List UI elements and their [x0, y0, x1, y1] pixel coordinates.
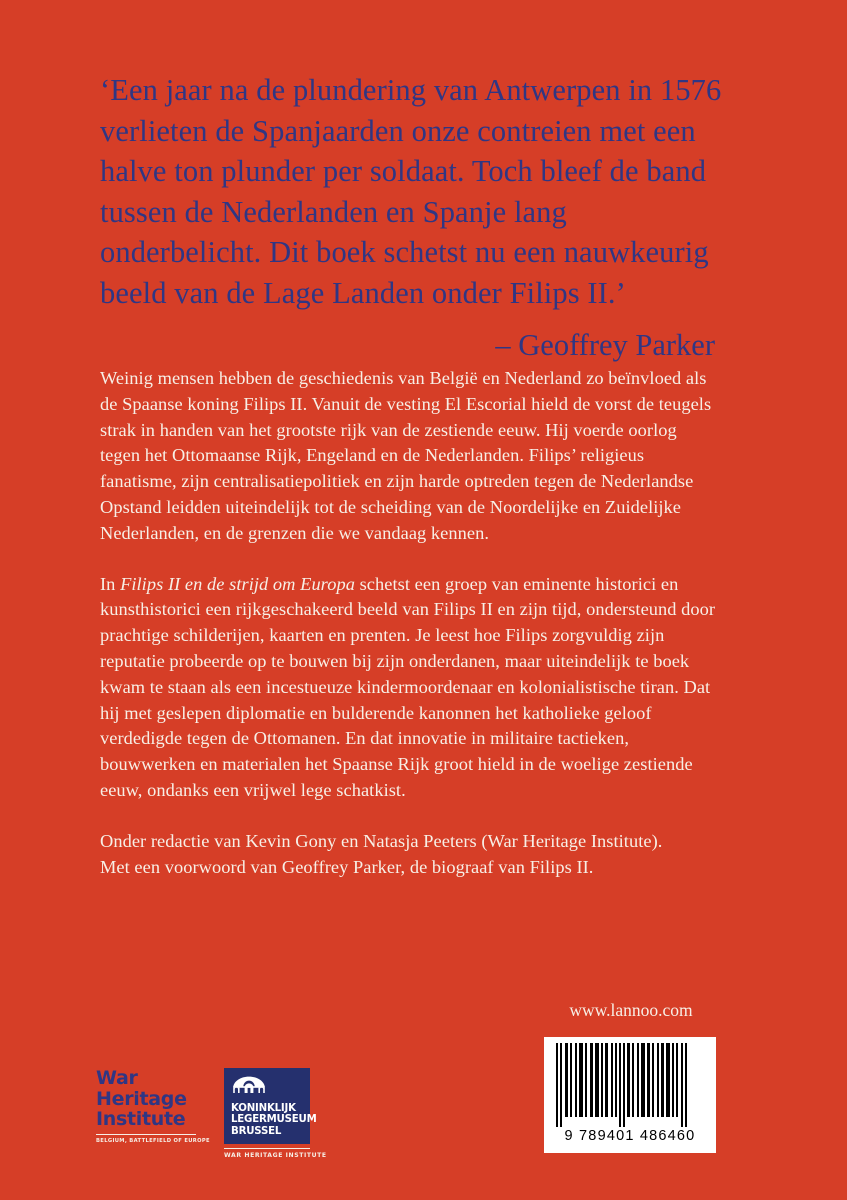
- whi-line-3: Institute: [96, 1108, 186, 1130]
- credits-line-1: Onder redactie van Kevin Gony en Natasja Peeters (War Heritage Institute).: [100, 830, 663, 851]
- koninklijk-legermuseum-logo: [224, 1068, 327, 1160]
- whi-tagline: BELGIUM, BATTLEFIELD OF EUROPE: [96, 1138, 210, 1144]
- isbn-barcode: [544, 1037, 716, 1153]
- barcode-digits: 9 789401 486460: [564, 1128, 696, 1144]
- pull-quote-text: ‘Een jaar na de plundering van Antwerpen in 1576 verlieten de Spanjaarden onze contreien met een halve ton plunder per soldaat. Toch bleef de band tussen de Nederlanden en Spanje lang onderbelicht. Dit boek schetst nu een nauwkeurig beeld van de Lage Landen onder Filips II.’: [100, 73, 722, 310]
- war-heritage-institute-logo: [96, 1067, 210, 1145]
- klm-line-1: KONINKLIJK: [231, 1103, 296, 1114]
- pull-quote-block: [100, 70, 725, 366]
- publisher-website[interactable]: www.lannoo.com: [569, 1000, 693, 1020]
- book-title-italic: Filips II en de strijd om Europa: [120, 573, 355, 594]
- credits-line-2: Met een voorwoord van Geoffrey Parker, de biograaf van Filips II.: [100, 856, 594, 877]
- whi-divider: [96, 1134, 196, 1136]
- logo-row: [96, 1067, 327, 1160]
- klm-divider: [224, 1148, 310, 1149]
- blurb-paragraph-1: Weinig mensen hebben de geschiedenis van België en Nederland zo beïnvloed als de Spaanse koning Filips II. Vanuit de vesting El Escorial hield de vorst de teugels strak in handen van het grootste rijk van de zestiende eeuw. Hij voerde oorlog tegen het Ottomaanse Rijk, Engeland en de Nederlanden. Filips’ religieus fanatisme, zijn centralisatiepolitiek en zijn harde optreden tegen de Nederlandse Opstand leidden uiteindelijk tot de scheiding van de Noordelijke en Zuidelijke Nederlanden, en de grenzen die we vandaag kennen.: [100, 368, 712, 543]
- credits-block: [100, 829, 720, 881]
- blurb-paragraph-2-lead: In: [100, 573, 121, 594]
- whi-wordmark: [96, 1068, 196, 1130]
- blurb-paragraph-2: [100, 572, 720, 804]
- klm-wordmark: [231, 1103, 317, 1137]
- blurb-block: [100, 366, 720, 880]
- klm-line-2: LEGERMUSEUM: [231, 1114, 317, 1126]
- blurb-paragraph-2-rest: schetst een groep van eminente historici en kunsthistorici een rijkgeschakeerd beeld van Filips II en zijn tijd, ondersteund door prachtige schilderijen, kaarten en prenten. Je leest hoe Filips zorgvuldig zijn reputatie probeerde op te bouwen bij zijn onderdanen, maar uiteindelijk te boek kwam te staan als een incestueuze kindermoordenaar en kolonialistische tiran. Dat hij met geslepen diplomatie en bulderende kanonnen het katholieke geloof verdedigde tegen de Ottomanen. En dat innovatie in militaire tactieken, bouwwerken en materialen het Spaanse Rijk groot hield in de woelige zestiende eeuw, ondanks een vrijwel lege schatkist.: [100, 573, 716, 800]
- barcode-bars: [556, 1043, 708, 1127]
- klm-subtitle: WAR HERITAGE INSTITUTE: [224, 1152, 327, 1160]
- triumphal-arch-icon: [232, 1076, 266, 1098]
- klm-line-3: BRUSSEL: [231, 1125, 282, 1137]
- pull-quote-attribution: – Geoffrey Parker: [495, 328, 715, 362]
- klm-navy-box: [224, 1068, 317, 1144]
- whi-line-1: War: [96, 1067, 138, 1089]
- whi-line-2: Heritage: [96, 1087, 187, 1110]
